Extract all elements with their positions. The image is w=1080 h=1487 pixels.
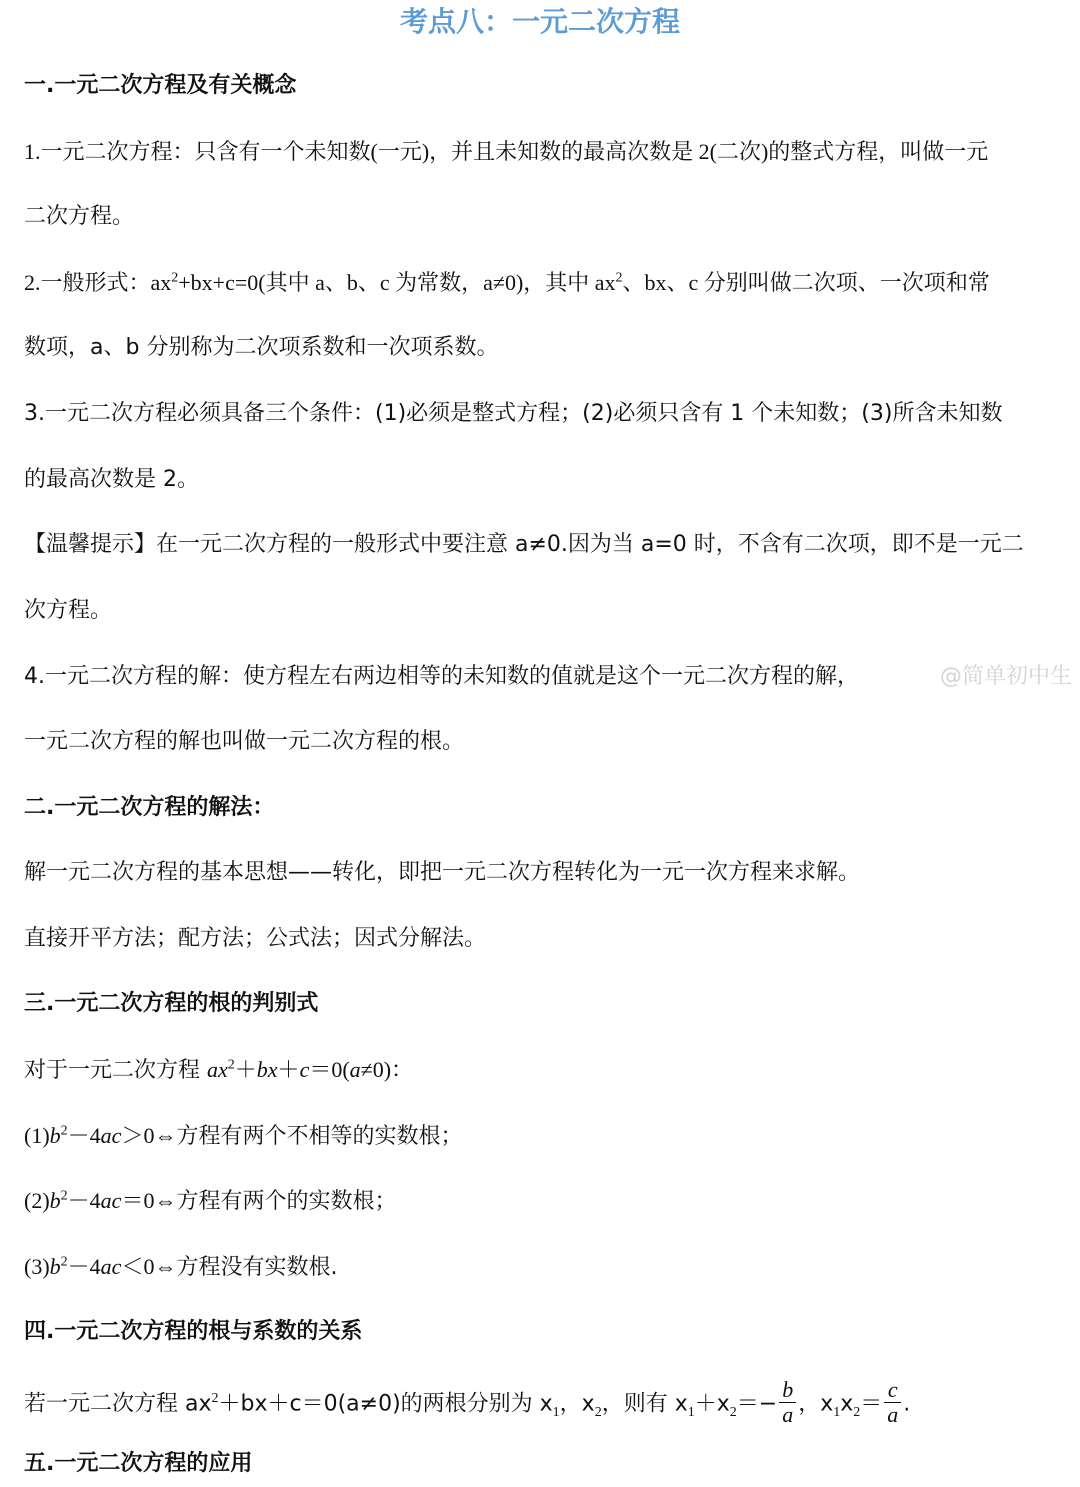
page-title: 考点八：一元二次方程 <box>399 5 680 38</box>
superscript-2: 2 <box>60 1254 68 1270</box>
subscript-1: 1 <box>687 1404 695 1420</box>
term-ac: ac <box>100 1254 122 1279</box>
subscript-2: 2 <box>594 1404 602 1420</box>
superscript-2: 2 <box>227 1057 235 1073</box>
relation: ＞0⇔ <box>121 1123 177 1148</box>
case-number: (1) <box>24 1123 50 1148</box>
subscript-2: 2 <box>853 1404 861 1420</box>
discriminant-case-1 <box>24 1120 1074 1152</box>
term-ac: ac <box>100 1188 122 1213</box>
fraction-numerator: c <box>884 1378 901 1403</box>
period: . <box>903 1391 911 1417</box>
paragraph-3-line-2: 的最高次数是 2。 <box>24 467 199 492</box>
section-5-heading: 五.一元二次方程的应用 <box>24 1451 253 1476</box>
case-number: (3) <box>24 1254 50 1279</box>
paragraph-2-line-2: 数项，a、b 分别称为二次项系数和一次项系数。 <box>24 335 499 360</box>
minus-four: －4 <box>67 1188 101 1213</box>
superscript-2: 2 <box>171 270 179 286</box>
tip-line-1: 【温馨提示】在一元二次方程的一般形式中要注意 a≠0.因为当 a=0 时，不含有二次项，即不是一元二 <box>24 532 1024 557</box>
term-ac: ac <box>100 1123 122 1148</box>
general-form-start: 2.一般形式：ax <box>24 270 172 295</box>
general-form-end: 、bx、c 分别叫做二次项、一次项和常 <box>622 270 990 295</box>
term-ax: ax <box>207 1057 228 1082</box>
case-text: 方程有两个不相等的实数根； <box>176 1124 463 1149</box>
superscript-2: 2 <box>60 1188 68 1204</box>
term-b: b <box>49 1254 61 1279</box>
fraction-denominator: a <box>782 1402 794 1427</box>
minus-four: －4 <box>67 1254 101 1279</box>
paragraph-3-line-1: 3.一元二次方程必须具备三个条件：(1)必须是整式方程；(2)必须只含有 1 个未知数；(3)所含未知数 <box>24 401 1003 426</box>
not-zero-condition: ≠0)： <box>360 1057 414 1082</box>
superscript-2: 2 <box>60 1123 68 1139</box>
term-b: b <box>49 1123 61 1148</box>
fraction-denominator: a <box>887 1402 899 1427</box>
watermark: @简单初中生 <box>939 664 1072 689</box>
discriminant-case-3 <box>24 1251 1074 1283</box>
superscript-2: 2 <box>615 270 623 286</box>
subscript-1: 1 <box>552 1404 560 1420</box>
comma-x: ，x <box>559 1391 595 1417</box>
then-x: ，则有 x <box>601 1391 688 1417</box>
paragraph-4-line-1: 4.一元二次方程的解：使方程左右两边相等的未知数的值就是这个一元二次方程的解， <box>24 664 859 689</box>
equals-zero: ＝0( <box>309 1057 350 1082</box>
case-number: (2) <box>24 1188 50 1213</box>
section-1-heading: 一.一元二次方程及有关概念 <box>24 73 297 98</box>
equals: ＝ <box>860 1391 883 1417</box>
paragraph-1-line-2: 二次方程。 <box>24 204 135 229</box>
case-text: 方程有两个的实数根； <box>176 1189 397 1214</box>
relation: ＜0⇔ <box>121 1254 177 1279</box>
term-bx: bx <box>256 1057 278 1082</box>
fraction-c-over-a <box>884 1378 901 1427</box>
plus-sign: ＋ <box>234 1058 257 1083</box>
vieta-formula <box>24 1377 1074 1428</box>
plus-x: ＋x <box>694 1391 730 1417</box>
relation: ＝0⇔ <box>121 1188 177 1213</box>
discriminant-intro <box>24 1054 1074 1086</box>
subscript-1: 1 <box>833 1404 841 1420</box>
superscript-2: 2 <box>211 1391 219 1407</box>
paragraph-1-line-1 <box>24 136 1074 168</box>
term-c: c <box>299 1057 310 1082</box>
plus-sign: ＋ <box>277 1058 300 1083</box>
section-2-paragraph-2: 直接开平方法；配方法；公式法；因式分解法。 <box>24 926 487 951</box>
section-3-heading: 三.一元二次方程的根的判别式 <box>24 991 319 1016</box>
discriminant-case-2 <box>24 1185 1074 1217</box>
equals-minus: ＝− <box>736 1391 778 1417</box>
term-a: a <box>349 1057 361 1082</box>
formula-roots: ＋bx＋c＝0(a≠0)的两根分别为 x <box>218 1391 553 1417</box>
tip-line-2: 次方程。 <box>24 598 113 623</box>
section-2-heading: 二.一元二次方程的解法： <box>24 795 275 820</box>
fraction-numerator: b <box>779 1378 796 1403</box>
paragraph-1-text: 1.一元二次方程：只含有一个未知数(一元)，并且未知数的最高次数是 2(二次)的整式方程，叫做一元 <box>24 139 989 164</box>
paragraph-2-line-1 <box>24 267 1074 299</box>
fraction-b-over-a <box>779 1378 796 1427</box>
subscript-2: 2 <box>729 1404 737 1420</box>
comma-x: ，x <box>798 1391 834 1417</box>
general-form-middle: +bx+c=0(其中 a、b、c 为常数，a≠0)，其中 ax <box>178 270 616 295</box>
section-2-paragraph-1: 解一元二次方程的基本思想——转化，即把一元二次方程转化为一元一次方程来求解。 <box>24 860 861 885</box>
case-text: 方程没有实数根. <box>176 1255 338 1280</box>
term-b: b <box>49 1188 61 1213</box>
paragraph-4-line-2: 一元二次方程的解也叫做一元二次方程的根。 <box>24 729 465 754</box>
intro-text: 对于一元二次方程 <box>24 1058 207 1083</box>
formula-start: 若一元二次方程 ax <box>24 1391 212 1417</box>
x: x <box>840 1391 854 1417</box>
minus-four: －4 <box>67 1123 101 1148</box>
section-4-heading: 四.一元二次方程的根与系数的关系 <box>24 1319 363 1344</box>
